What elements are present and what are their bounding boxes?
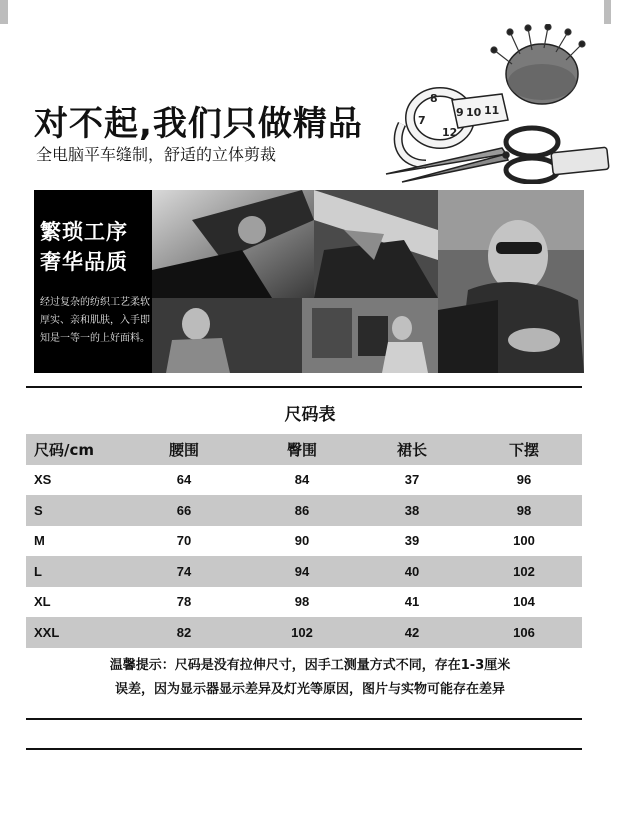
sewing-machine-photo — [152, 190, 314, 298]
hero-title: 对不起,我们只做精品 — [34, 104, 363, 144]
tape-number: 12 — [442, 126, 458, 139]
size-cell: XS — [34, 472, 52, 488]
table-row — [26, 465, 582, 496]
hem-cell: 96 — [516, 472, 532, 488]
tape-number: 10 — [466, 106, 482, 119]
size-cell: S — [34, 502, 43, 518]
table-row — [26, 556, 582, 587]
tailor-portrait-photo — [438, 190, 584, 373]
craft-text-panel — [34, 190, 152, 373]
hem-cell: 100 — [513, 533, 535, 549]
waist-cell: 74 — [176, 563, 192, 579]
size-cell: L — [34, 563, 42, 579]
hem-cell: 98 — [516, 502, 532, 518]
header-skirt-length: 裙长 — [396, 440, 427, 459]
table-row — [26, 526, 582, 557]
size-table-title: 尺码表 — [284, 405, 336, 425]
hip-cell: 86 — [294, 502, 310, 518]
fabric-closeup-photo — [314, 190, 438, 298]
sizing-note-line-2: 误差，因为显示器显示差异及灯光等原因，图片与实物可能存在差异 — [114, 682, 505, 697]
tape-number: 11 — [484, 104, 500, 117]
header-hem: 下摆 — [508, 440, 539, 459]
header-hip: 臀围 — [286, 440, 317, 459]
workshop-photo — [152, 298, 438, 373]
header-waist: 腰围 — [168, 440, 199, 459]
craft-heading-1: 繁琐工序 — [40, 220, 128, 244]
length-cell: 39 — [404, 533, 420, 549]
size-table — [26, 434, 582, 648]
length-cell: 37 — [404, 472, 420, 488]
hip-cell: 84 — [294, 472, 310, 488]
middle-divider — [26, 718, 582, 720]
craftsmanship-photo-band — [34, 190, 584, 373]
tape-number: 9 — [456, 106, 464, 119]
length-cell: 40 — [404, 563, 420, 579]
header-size: 尺码/cm — [34, 440, 95, 459]
size-cell: XXL — [34, 624, 60, 640]
hero-banner — [0, 24, 620, 189]
waist-cell: 64 — [176, 472, 192, 488]
table-header-row — [26, 434, 582, 465]
hero-subtitle: 全电脑平车缝制，舒适的立体剪裁 — [36, 145, 277, 164]
waist-cell: 66 — [176, 502, 192, 518]
length-cell: 42 — [404, 624, 420, 640]
hem-cell: 102 — [513, 563, 535, 579]
craft-heading-2: 奢华品质 — [40, 250, 128, 274]
size-cell: M — [34, 533, 45, 549]
craft-description: 经过复杂的纺织工艺柔软厚实、亲和肌肤，入手即知是一等一的上好面料。 — [40, 297, 150, 344]
hip-cell: 90 — [294, 533, 310, 549]
table-row — [26, 587, 582, 618]
hip-cell: 102 — [291, 624, 313, 640]
hip-cell: 98 — [294, 594, 310, 610]
tape-number: 8 — [430, 92, 438, 105]
length-cell: 38 — [404, 502, 420, 518]
tailor-chalk-icon — [551, 147, 609, 175]
bottom-divider — [26, 748, 582, 750]
waist-cell: 78 — [176, 594, 192, 610]
top-right-tab — [604, 0, 611, 24]
length-cell: 41 — [404, 594, 420, 610]
top-left-tab — [0, 0, 8, 24]
size-cell: XL — [34, 594, 51, 610]
hip-cell: 94 — [294, 563, 310, 579]
sewing-tools-illustration — [382, 24, 612, 184]
top-divider — [26, 386, 582, 388]
hem-cell: 104 — [513, 594, 535, 610]
waist-cell: 70 — [176, 533, 192, 549]
hem-cell: 106 — [513, 624, 535, 640]
tape-number: 7 — [418, 114, 426, 127]
table-row — [26, 495, 582, 526]
sizing-note-line-1: 温馨提示：尺码是没有拉伸尺寸，因手工测量方式不同，存在1-3厘米 — [109, 658, 511, 673]
waist-cell: 82 — [176, 624, 192, 640]
table-row — [26, 617, 582, 648]
